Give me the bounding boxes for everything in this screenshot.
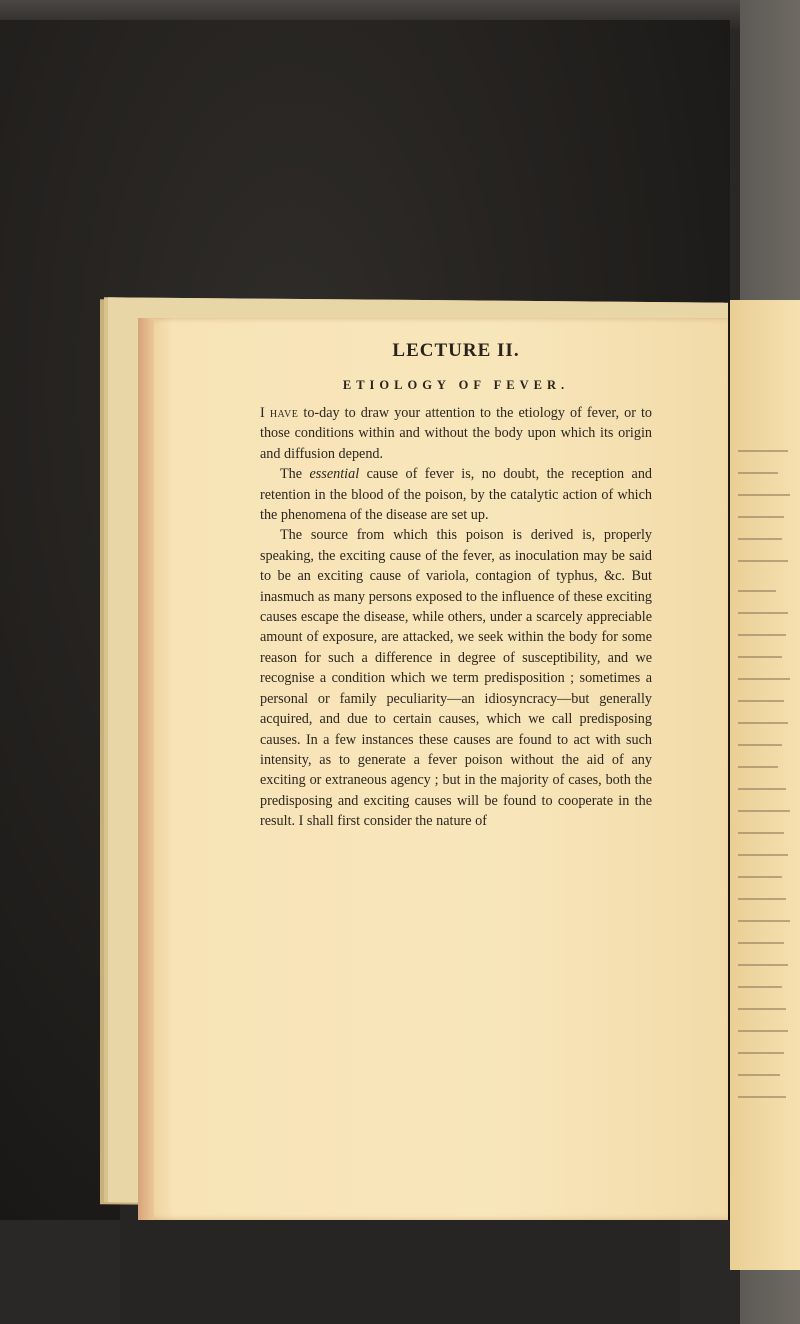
facing-page: [730, 300, 800, 1270]
lecture-heading: LECTURE II.: [392, 340, 520, 361]
paragraph-2-text: cause of fever is, no doubt, the reception and retention in the blood of the poison, by the catalytic action of which the phenomena of the disease are set up.: [260, 466, 653, 524]
paragraph-1: [260, 403, 652, 464]
paragraph-3-text: The source from which this poison is derived is, properly speaking, the exciting cause of the fever, as inoculation may be said to be an exciting cause of variola, contagion of typhus, &c. But inasmuch as many persons exposed to the influence of these exciting causes escape the disease, while others, under a scarcely appreciable amount of exposure, are attacked, we seek within the body for some reason for such a difference in degree of susceptibility, and we recognise a condition which we term predisposition ; sometimes a personal or family peculiarity—an idiosyncracy—but generally acquired, and due to certain causes, which we call predisposing causes. In a few instances these causes are found to act with such intensity, as to generate a fever poison without the aid of any exciting or extraneous agency ; but in the majority of cases, both the predisposing and exciting causes will be found to cooperate in the result. I shall first consider the nature of: [260, 527, 652, 830]
paragraph-2-emphasis: essential: [309, 466, 360, 483]
lecture-subheading: ETIOLOGY OF FEVER.: [342, 378, 570, 392]
paragraph-1-lead: have: [269, 405, 299, 421]
page-text: [260, 340, 652, 832]
paragraph-2-before: The: [280, 466, 303, 483]
dropcap: I: [260, 405, 265, 421]
paragraph-3: [260, 525, 652, 831]
paragraph-1-text: to-day to draw your attention to the etiology of fever, or to those conditions within and without the body upon which its origin and diffusion depend.: [260, 405, 653, 462]
page-gutter-edge: [138, 318, 154, 1220]
paragraph-2: [260, 464, 652, 525]
